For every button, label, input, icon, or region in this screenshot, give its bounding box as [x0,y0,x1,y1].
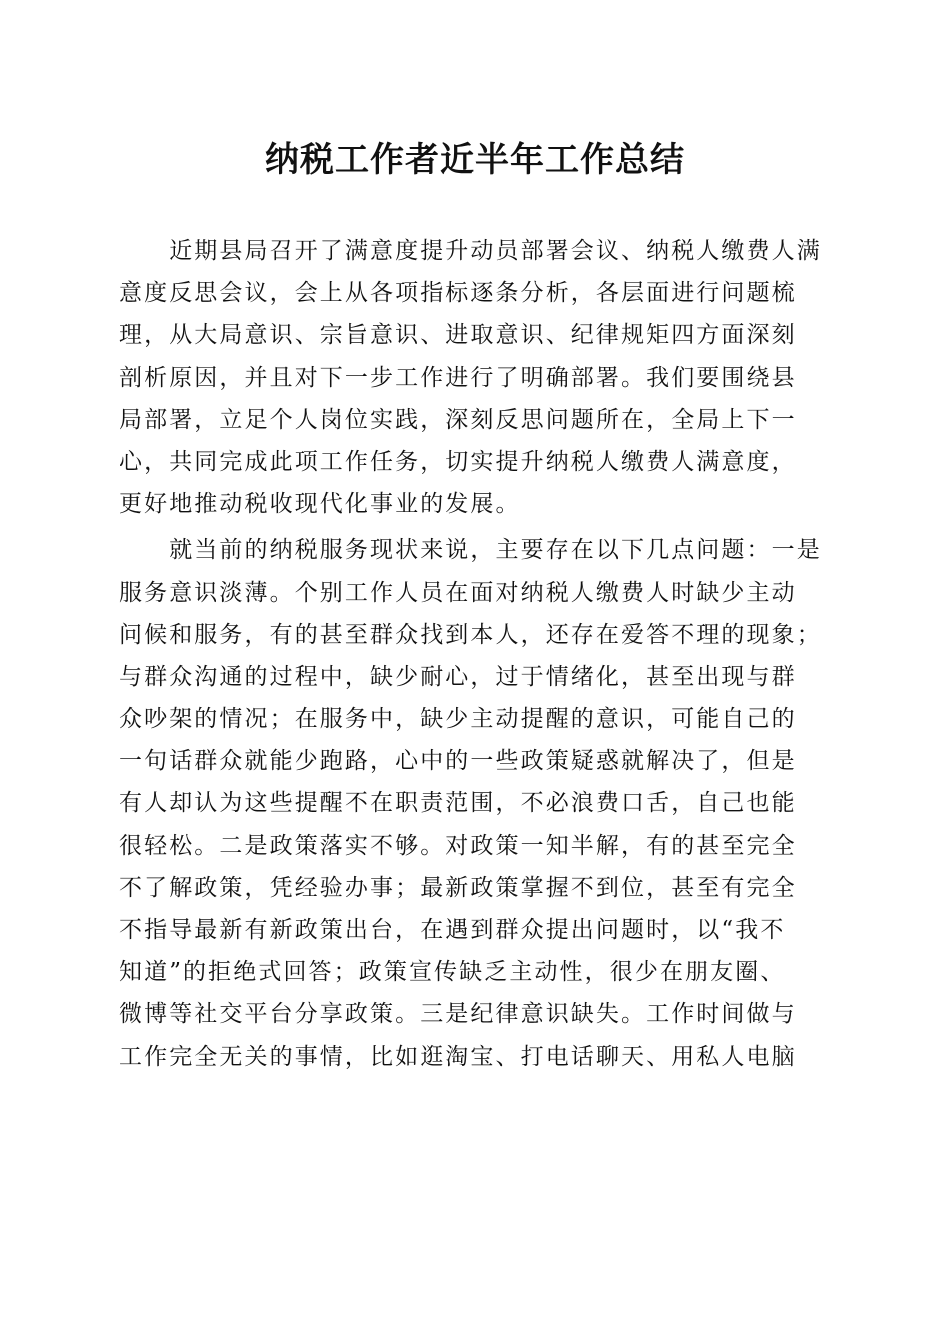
paragraph-1 [119,230,825,525]
document-body [119,230,825,1078]
paragraph-line: 更好地推动税收现代化事业的发展。 [119,491,521,518]
paragraph-line: 与群众沟通的过程中，缺少耐心，过于情绪化，甚至出现与群 [119,663,797,690]
paragraph-line: 局部署，立足个人岗位实践，深刻反思问题所在，全局上下一 [119,406,797,433]
paragraph-line: 不指导最新有新政策出台，在遇到群众提出问题时，以“我不 [119,917,786,943]
paragraph-2 [119,529,825,1077]
paragraph-line: 知道”的拒绝式回答；政策宣传缺乏主动性，很少在朋友圈、 [119,959,786,986]
paragraph-line: 有人却认为这些提醒不在职责范围，不必浪费口舌，自己也能 [119,790,797,817]
paragraph-line: 微博等社交平台分享政策。三是纪律意识缺失。工作时间做与 [119,1001,797,1028]
paragraph-line: 就当前的纳税服务现状来说，主要存在以下几点问题：一是 [119,537,822,564]
paragraph-line: 很轻松。二是政策落实不够。对政策一知半解，有的甚至完全 [119,832,797,859]
paragraph-line: 工作完全无关的事情，比如逛淘宝、打电话聊天、用私人电脑 [119,1043,797,1070]
paragraph-line: 问候和服务，有的甚至群众找到本人，还存在爱答不理的现象； [119,621,822,648]
paragraph-line: 一句话群众就能少跑路，心中的一些政策疑惑就解决了，但是 [119,748,797,775]
paragraph-line: 意度反思会议，会上从各项指标逐条分析，各层面进行问题梳 [119,280,797,307]
paragraph-line: 服务意识淡薄。个别工作人员在面对纳税人缴费人时缺少主动 [119,579,797,606]
paragraph-line: 近期县局召开了满意度提升动员部署会议、纳税人缴费人满 [119,238,822,264]
paragraph-line: 理，从大局意识、宗旨意识、进取意识、纪律规矩四方面深刻 [119,322,797,349]
paragraph-line: 剖析原因，并且对下一步工作进行了明确部署。我们要围绕县 [119,364,797,391]
paragraph-line: 众吵架的情况；在服务中，缺少主动提醒的意识，可能自己的 [119,706,797,733]
paragraph-line: 心，共同完成此项工作任务，切实提升纳税人缴费人满意度， [119,448,797,475]
paragraph-line: 不了解政策，凭经验办事；最新政策掌握不到位，甚至有完全 [119,874,797,901]
document-title: 纳税工作者近半年工作总结 [265,140,685,180]
